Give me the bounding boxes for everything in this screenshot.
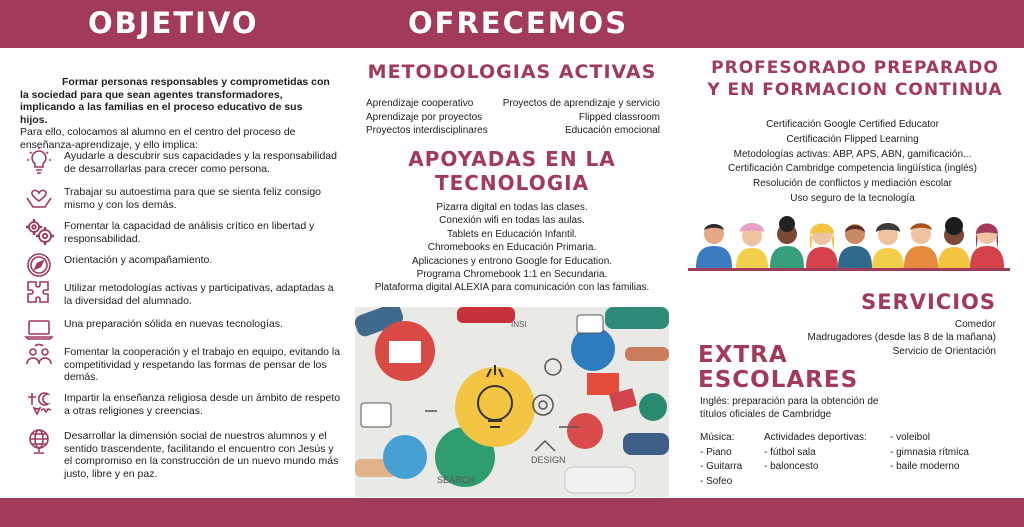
extraescolares-title-line2: ESCOLARES (698, 367, 859, 393)
list-item: Proyectos de aprendizaje y servicio (502, 98, 660, 109)
teamwork-icon (24, 342, 54, 372)
list-item: Tablets en Educación Infantil. (446, 228, 578, 240)
classroom-photo (355, 307, 669, 497)
objetivo-intro (20, 76, 332, 152)
list-item-text: Impartir la enseñanza religiosa desde un ámbito de respeto a otras religiones y creencias. (64, 392, 341, 417)
classroom-illustration (355, 307, 669, 497)
list-item: Servicio de Orientación (892, 345, 996, 357)
profesorado-list (690, 118, 1015, 207)
list-item: Aplicaciones y entrono Google for Education. (411, 255, 613, 267)
list-item: - voleibol (890, 432, 931, 443)
list-item: Resolución de conflictos y mediación escolar (753, 178, 952, 190)
deportes-list (764, 431, 867, 475)
deportes-title: Actividades deportivas: (764, 432, 867, 443)
photo-text-inside: INSI (511, 320, 527, 329)
list-item: Uso seguro de la tecnología (790, 192, 915, 204)
tecnologia-title-line1: APOYADAS EN LA (408, 147, 616, 171)
musica-title: Música: (700, 432, 735, 443)
gears-icon (24, 216, 54, 246)
extraescolares-title-line1: EXTRA (698, 342, 788, 368)
people-illustration (688, 212, 1010, 272)
list-item: Madrugadores (desde las 8 de la mañana) (807, 332, 996, 344)
photo-text-design: DESIGN (531, 455, 566, 465)
list-item: Comedor (954, 319, 996, 330)
tecnologia-title (352, 147, 672, 195)
metodologias-right (470, 97, 660, 138)
list-item: Proyectos interdisciplinares (366, 125, 488, 136)
list-item: - fútbol sala (764, 446, 816, 458)
list-item: Aprendizaje cooperativo (366, 98, 474, 109)
musica-list (700, 431, 742, 489)
tecnologia-title-line2: TECNOLOGIA (434, 171, 590, 195)
list-item: - baile moderno (890, 461, 960, 472)
laptop-icon (24, 314, 54, 344)
tecnologia-list (352, 201, 672, 295)
profesorado-title (690, 57, 1020, 101)
compass-icon (24, 250, 54, 280)
list-item-text: Fomentar la cooperación y el trabajo en equipo, evitando la competitividad y respetando las formas de pensar de los demás. (64, 346, 341, 383)
list-item: Certificación Google Certified Educator (766, 119, 939, 130)
objetivo-intro-text: Para ello, colocamos al alumno en el centro del proceso de enseñanza-aprendizaje, y ello implica: (20, 126, 296, 151)
list-item: Programa Chromebook 1:1 en Secundaria. (416, 269, 608, 281)
globe-icon (24, 426, 54, 456)
list-item: Flipped classroom (578, 111, 660, 123)
list-item: Metodologías activas: ABP, APS, ABN, gamificación... (733, 148, 972, 160)
list-item-text: Trabajar su autoestima para que se sienta feliz consigo mismo y con los demás. (64, 186, 322, 211)
extraescolares-title (698, 343, 858, 393)
list-item: - baloncesto (764, 461, 819, 472)
list-item: - Piano (700, 446, 732, 458)
list-item-text: Utilizar metodologías activas y participativas, adaptadas a la diversidad del alumnado. (64, 282, 334, 307)
religions-icon (24, 388, 54, 418)
objetivo-intro-bold: Formar personas responsables y comprometidas con la sociedad para que sean agentes transformadores, implicando a las familias en el proceso educativo de sus hijos. (20, 76, 330, 126)
ingles-text: Inglés: preparación para la obtención de títulos oficiales de Cambridge (700, 396, 879, 420)
photo-text-search: SEARCH (437, 475, 475, 485)
bottom-band (0, 498, 1024, 527)
metodologias-title: METODOLOGIAS ACTIVAS (367, 61, 657, 83)
list-item: Educación emocional (564, 125, 660, 136)
list-item: Pizarra digital en todas las clases. (436, 202, 588, 213)
servicios-title: SERVICIOS (861, 290, 996, 314)
otros-deportes-list (890, 431, 969, 475)
puzzle-icon (24, 278, 54, 308)
list-item: - Guitarra (700, 461, 743, 472)
list-item-text: Ayudarle a descubrir sus capacidades y la responsabilidad de desarrollarlas para crecer como persona. (64, 150, 337, 175)
list-item: - Sofeo (700, 475, 733, 487)
profesorado-title-line2: Y EN FORMACION CONTINUA (707, 80, 1003, 100)
ofrecemos-heading: OFRECEMOS (408, 6, 629, 40)
profesorado-title-line1: PROFESORADO PREPARADO (711, 58, 999, 78)
list-item: Certificación Flipped Learning (786, 133, 919, 145)
list-item: - gimnasia rítmica (890, 446, 969, 458)
list-item-text: Fomentar la capacidad de análisis crítico en libertad y responsabilidad. (64, 220, 315, 245)
list-item: Plataforma digital ALEXIA para comunicación con las familias. (374, 282, 650, 294)
list-item: Certificación Cambridge competencia lingüística (inglés) (728, 163, 977, 175)
list-item-text: Orientación y acompañamiento. (64, 254, 213, 266)
lightbulb-icon (24, 146, 54, 176)
list-item: Chromebooks en Educación Primaria. (427, 242, 597, 254)
list-item-text: Una preparación sólida en nuevas tecnologías. (64, 318, 283, 330)
objetivo-heading: OBJETIVO (88, 6, 259, 40)
hands-heart-icon (24, 182, 54, 212)
list-item: Conexión wifi en todas las aulas. (439, 215, 585, 227)
list-item-text: Desarrollar la dimensión social de nuestros alumnos y el sentido trascendente, facilitando el encuentro con Jesús y el compromiso en la construcción de un nuevo mundo más justo, libre y en paz. (64, 430, 339, 480)
list-item: Aprendizaje por proyectos (366, 111, 483, 123)
